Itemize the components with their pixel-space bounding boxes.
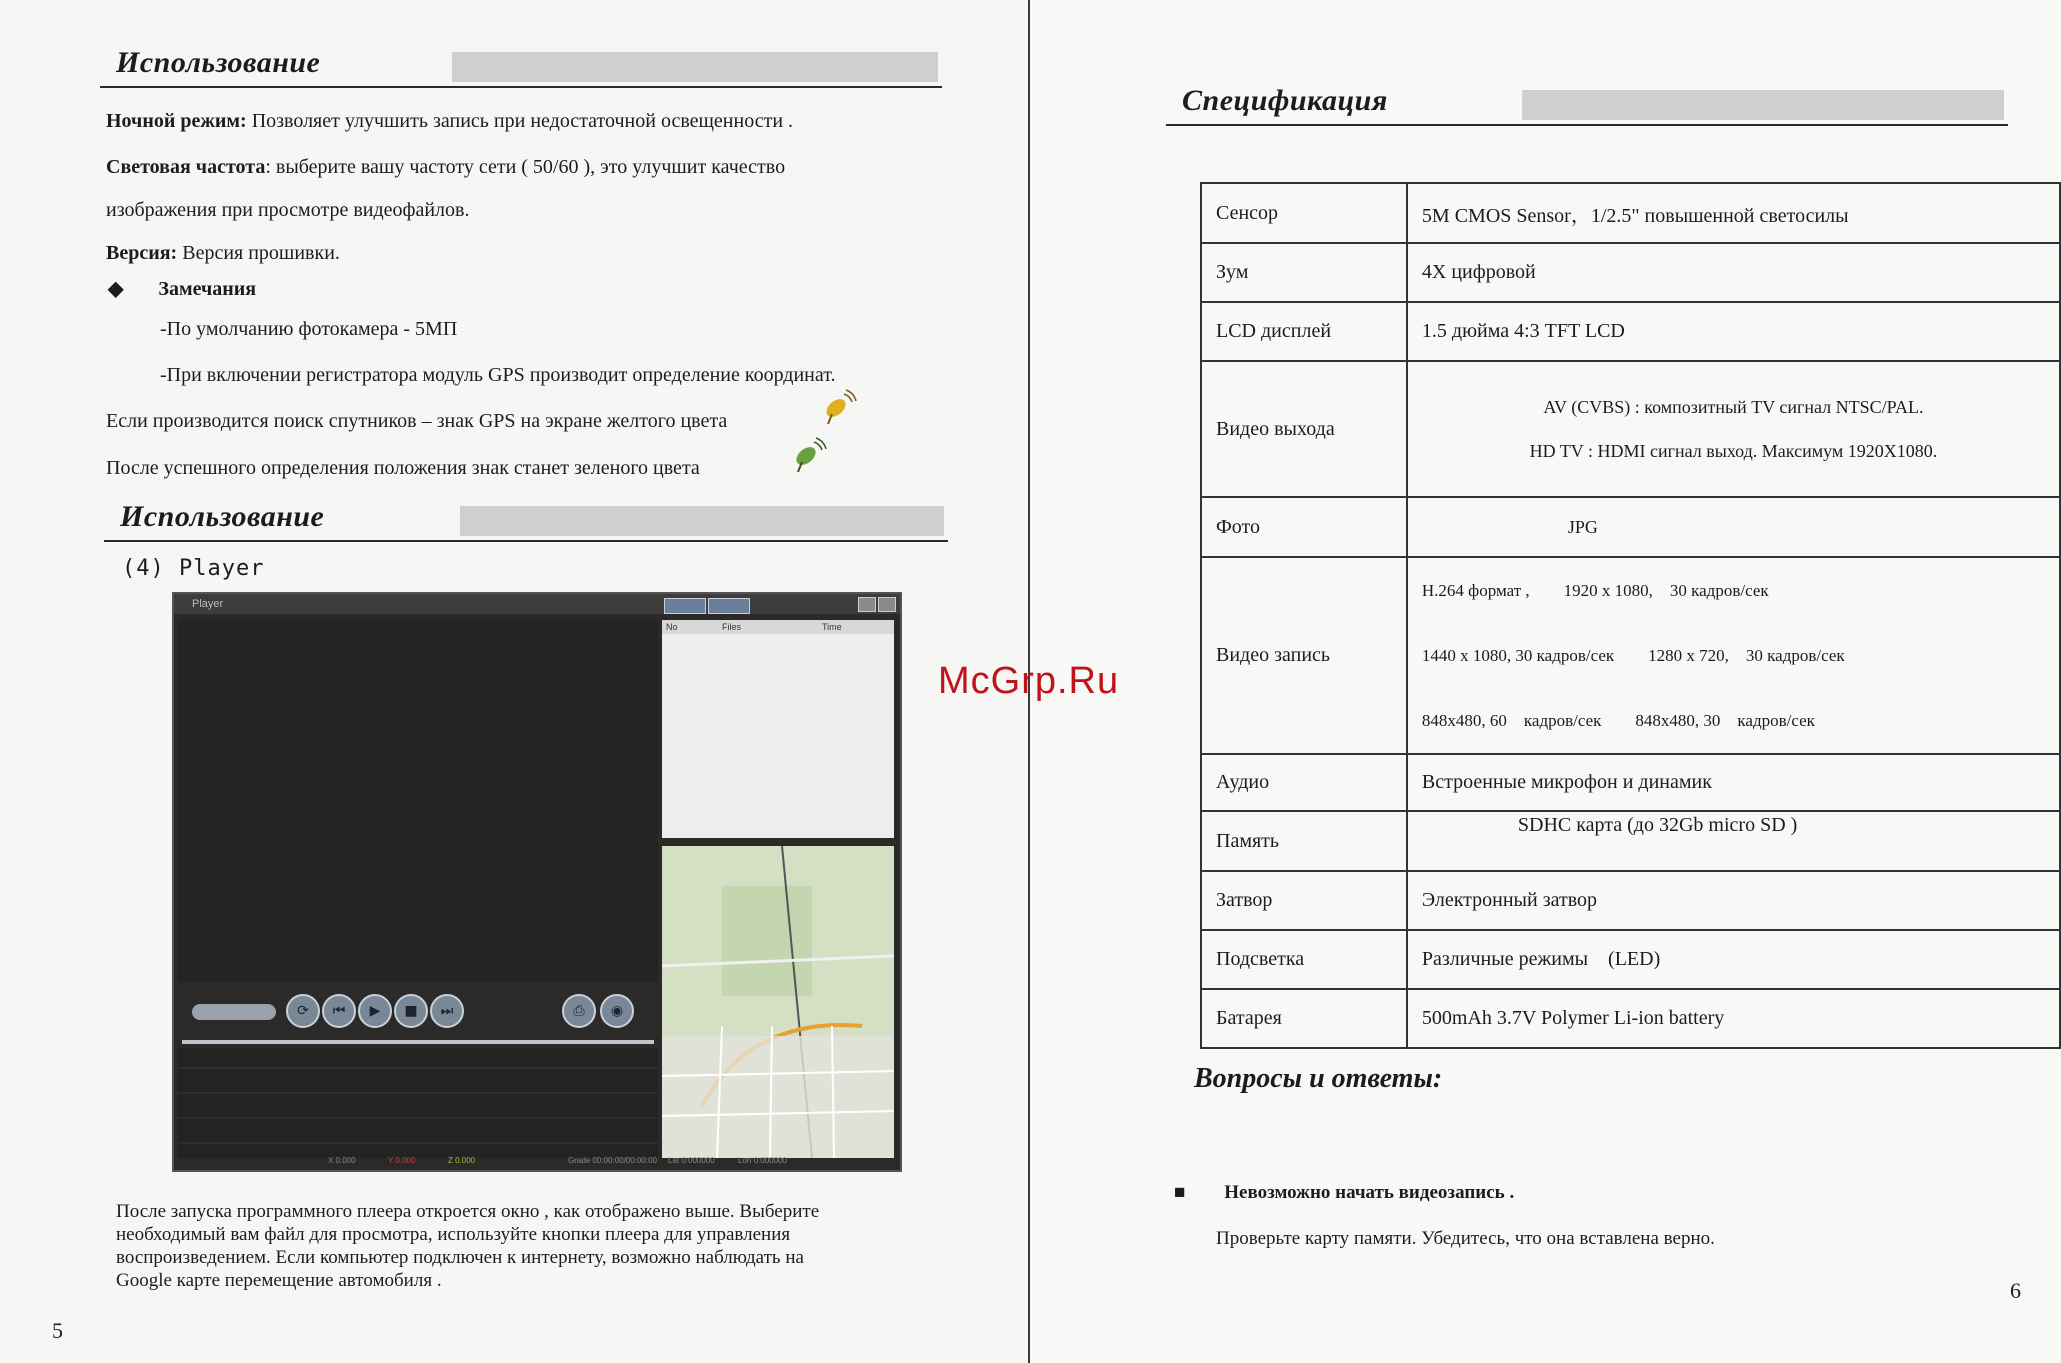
left-page [0, 0, 1030, 1363]
player-window-screenshot [172, 592, 902, 1172]
note-3: Если производится поиск спутников – знак GPS на экране желтого цвета [106, 410, 728, 432]
player-statusbar: X 0.000 Y 0.000 Z 0.000 Grade 00:00:00/00:00:00 Lat 0.000000 Lon 0.000000 [328, 1156, 787, 1165]
diamond-bullet-icon: ◆ [108, 278, 124, 300]
snapshot-icon[interactable]: ◉ [600, 994, 634, 1028]
spec-row [1201, 183, 2060, 243]
volume-slider[interactable] [192, 1004, 276, 1020]
spec-table [1200, 182, 2061, 1049]
spec-key: LCD дисплей [1201, 302, 1407, 361]
note-1: -По умолчанию фотокамера - 5МП [160, 318, 458, 340]
page-number: 5 [52, 1318, 63, 1343]
gps-satellite-green-icon [788, 434, 828, 474]
player-titlebar [174, 594, 900, 614]
spec-key: Фото [1201, 497, 1407, 557]
light-freq-line: Световая частота: выберите вашу частоту сети ( 50/60 ), это улучшит качество [106, 156, 786, 178]
repeat-icon[interactable]: ⟳ [286, 994, 320, 1028]
spec-key: Аудио [1201, 754, 1407, 811]
player-controls [178, 986, 658, 1036]
play-icon[interactable]: ▶ [358, 994, 392, 1028]
spec-row [1201, 754, 2060, 811]
previous-icon[interactable]: ⏮ [322, 994, 356, 1028]
spec-key: Память [1201, 811, 1407, 871]
spec-value: JPG [1407, 497, 2060, 557]
g-sensor-graph [178, 1048, 658, 1158]
spec-row [1201, 811, 2060, 871]
spec-value: SDHC карта (до 32Gb micro SD ) [1407, 811, 2060, 871]
playlist-button[interactable] [708, 598, 750, 614]
note-2: -При включении регистратора модуль GPS производит определение координат. [160, 364, 836, 386]
stop-icon[interactable]: ■ [394, 994, 428, 1028]
player-caption: (4) Player [122, 556, 265, 581]
spec-row [1201, 557, 2060, 754]
player-description: После запуска программного плеера откроется окно , как отображено выше. Выберите необходимый вам файл для просмотра, используйте кнопки плеера для управления воспроизведением. Если компьютер подключен к интернету, возможно наблюдать на Google карте перемещение автомобиля . [116, 1201, 820, 1291]
playlist-header: No Files Time [662, 620, 894, 634]
video-area [178, 620, 658, 982]
spec-row [1201, 497, 2060, 557]
faq-answer: Проверьте карту памяти. Убедитесь, что она вставлена верно. [1216, 1228, 1715, 1249]
section-header-spec [1166, 82, 2008, 126]
spec-row [1201, 871, 2060, 930]
spec-row [1201, 302, 2060, 361]
gps-satellite-yellow-icon [818, 386, 858, 426]
section-header-usage-1 [100, 44, 942, 88]
print-icon[interactable]: ⎙ [562, 994, 596, 1028]
graph-grid [178, 1048, 658, 1154]
spec-value: Электронный затвор [1407, 871, 2060, 930]
section-title: Использование [120, 500, 325, 533]
spec-value: 4X цифровой [1407, 243, 2060, 302]
section-title: Использование [116, 46, 321, 79]
map-drawing [662, 846, 894, 1158]
playlist-button[interactable] [664, 598, 706, 614]
faq-title: Вопросы и ответы: [1194, 1063, 1443, 1094]
spec-row [1201, 989, 2060, 1048]
square-bullet-icon: ■ [1174, 1182, 1186, 1203]
header-bar [452, 52, 938, 82]
spec-key: Видео запись [1201, 557, 1407, 754]
watermark: McGrp.Ru [938, 660, 1120, 702]
spec-key: Зум [1201, 243, 1407, 302]
section-title: Спецификация [1182, 84, 1388, 117]
version-line: Версия: Версия прошивки. [106, 242, 340, 264]
spec-value: Встроенные микрофон и динамик [1407, 754, 2060, 811]
spec-row [1201, 243, 2060, 302]
close-icon[interactable] [878, 597, 896, 612]
spec-row [1201, 930, 2060, 989]
spec-value: 500mAh 3.7V Polymer Li-ion battery [1407, 989, 2060, 1048]
spec-key: Подсветка [1201, 930, 1407, 989]
night-mode-line: Ночной режим: Позволяет улучшить запись при недостаточной освещенности . [106, 110, 794, 132]
spec-value: 5M CMOS Sensor，1/2.5" повышенной светосилы [1407, 183, 2060, 243]
section-header-usage-2 [104, 498, 948, 542]
playlist-panel [662, 620, 894, 838]
map-panel [662, 846, 894, 1158]
spec-value: H.264 формат , 1920 x 1080, 30 кадров/сек 1440 x 1080, 30 кадров/сек 1280 x 720, 30 кадров/сек 848x480, 60 кадров/сек 848x480, 30 кадров/сек [1407, 557, 2060, 754]
spec-value: Различные режимы (LED) [1407, 930, 2060, 989]
note-4: После успешного определения положения знак станет зеленого цвета [106, 457, 700, 479]
faq-question: ■ Невозможно начать видеозапись . [1174, 1182, 1515, 1203]
header-bar [1522, 90, 2004, 120]
player-window-title: Player [192, 598, 224, 610]
spec-key: Видео выхода [1201, 361, 1407, 497]
next-icon[interactable]: ⏭ [430, 994, 464, 1028]
spec-key: Сенсор [1201, 183, 1407, 243]
spec-key: Затвор [1201, 871, 1407, 930]
spec-key: Батарея [1201, 989, 1407, 1048]
header-bar [460, 506, 944, 536]
notes-heading: ◆ Замечания [108, 278, 257, 300]
spec-value: AV (CVBS) : композитный TV сигнал NTSC/PAL. HD TV : HDMI сигнал выход. Максимум 1920X1080. [1407, 361, 2060, 497]
page-number: 6 [2010, 1278, 2021, 1303]
spec-row [1201, 361, 2060, 497]
spec-value: 1.5 дюйма 4:3 TFT LCD [1407, 302, 2060, 361]
seek-bar[interactable] [182, 1040, 654, 1044]
minimize-icon[interactable] [858, 597, 876, 612]
light-freq-line-2: изображения при просмотре видеофайлов. [106, 199, 470, 221]
